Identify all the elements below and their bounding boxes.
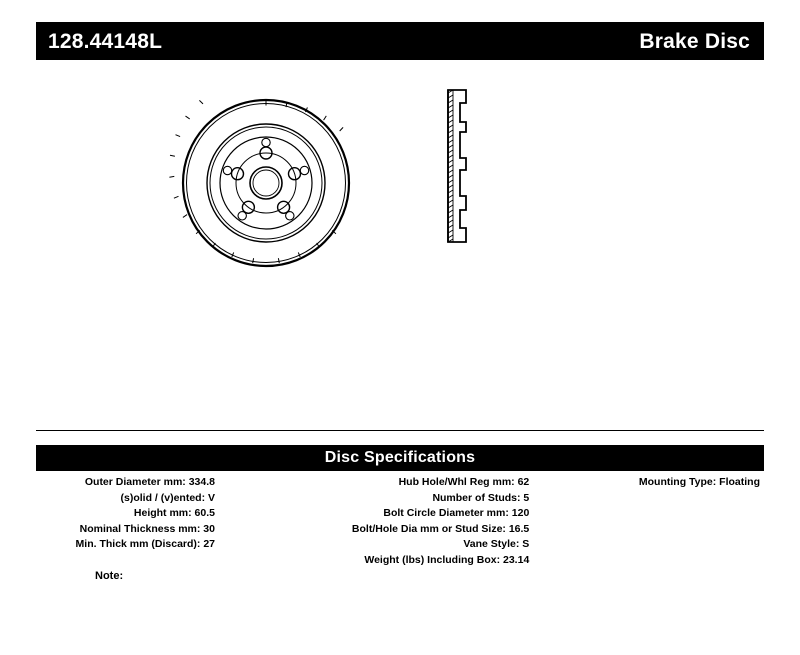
spec-row: Mounting Type: Floating — [638, 476, 760, 488]
spec-row: Outer Diameter mm: 334.8 — [84, 476, 215, 488]
spec-row: (s)olid / (v)ented: V — [120, 491, 215, 504]
product-type: Brake Disc — [639, 29, 750, 53]
spec-column-left — [36, 475, 215, 553]
spec-section-title: Disc Specifications — [36, 445, 764, 471]
spec-column-middle — [215, 475, 529, 568]
wheel-stud-holes — [232, 147, 301, 213]
brake-disc-front-view — [183, 100, 349, 266]
spec-column-right — [529, 475, 764, 491]
spec-row: Weight (lbs) Including Box: 23.14 — [364, 553, 530, 566]
spec-row: Nominal Thickness mm: 30 — [79, 522, 215, 535]
spec-row: Bolt/Hole Dia mm or Stud Size: 16.5 — [351, 522, 530, 535]
spec-row: Bolt Circle Diameter mm: 120 — [383, 507, 530, 519]
spec-row: Vane Style: S — [463, 538, 530, 550]
brake-disc-side-section-view — [448, 90, 466, 242]
part-number: 128.44148L — [48, 29, 163, 53]
spec-row: Hub Hole/Whl Reg mm: 62 — [398, 476, 530, 488]
section-divider — [36, 430, 764, 431]
spec-row: Height mm: 60.5 — [133, 507, 215, 519]
spec-columns — [36, 475, 764, 568]
note-label: Note: — [95, 570, 124, 582]
spec-row: Number of Studs: 5 — [432, 491, 530, 504]
header-bar — [36, 22, 764, 60]
product-drawing — [36, 70, 764, 420]
spec-row: Min. Thick mm (Discard): 27 — [75, 538, 215, 550]
